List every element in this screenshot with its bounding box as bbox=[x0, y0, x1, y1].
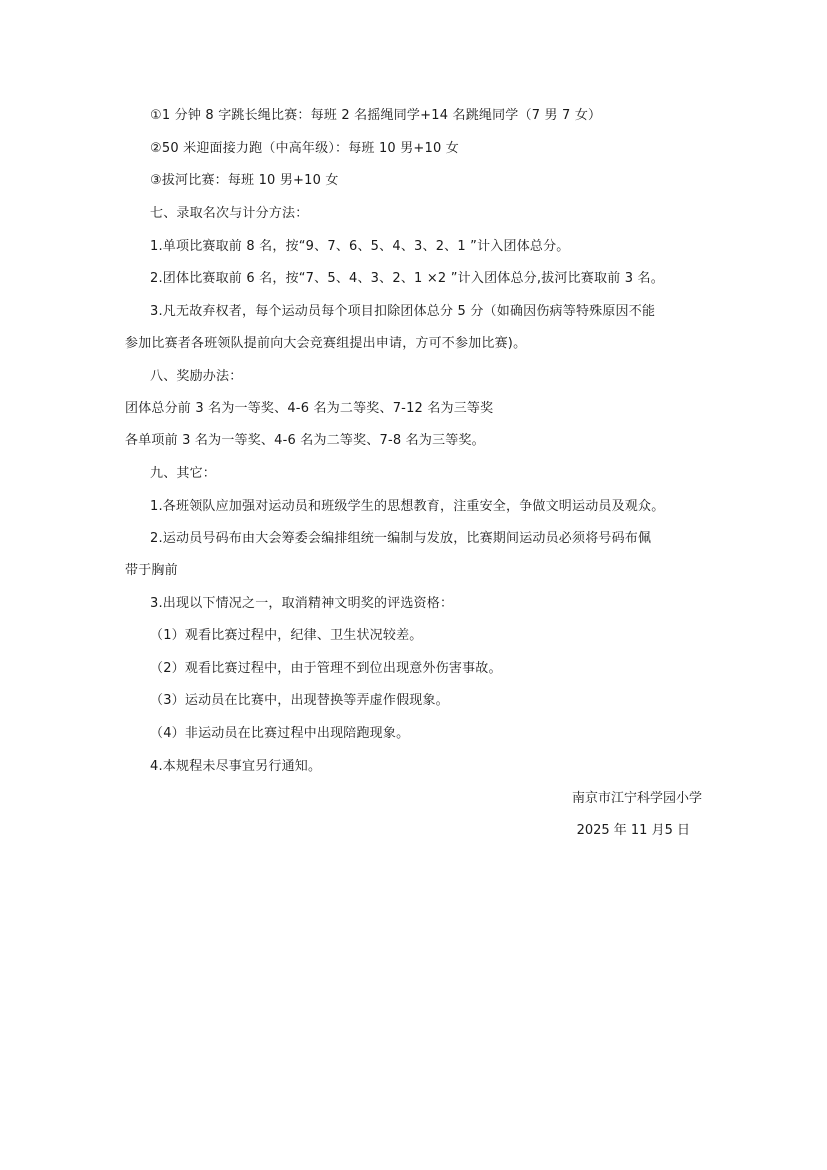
section7-item2: 2.团体比赛取前 6 名，按“7、5、4、3、2、1 ×2 ”计入团体总分,拔河比赛取前 3 名。 bbox=[150, 271, 664, 286]
section7-item3-line1: 3.凡无故弃权者，每个运动员每个项目扣除团体总分 5 分（如确因伤病等特殊原因不能 bbox=[150, 304, 656, 319]
case-item: （2）观看比赛过程中，由于管理不到位出现意外伤害事故。 bbox=[150, 661, 502, 676]
event-tug: ③拔河比赛：每班 10 男+10 女 bbox=[150, 173, 339, 188]
signature-organization: 南京市江宁科学园小学 bbox=[571, 791, 702, 806]
section8-team-awards: 团体总分前 3 名为一等奖、4-6 名为二等奖、7-12 名为三等奖 bbox=[125, 401, 494, 416]
case-item: （4）非运动员在比赛过程中出现陪跑现象。 bbox=[150, 726, 410, 741]
section7-item3-line2: 参加比赛者各班领队提前向大会竞赛组提出申请，方可不参加比赛)。 bbox=[125, 336, 527, 351]
signature-date: 2025 年 11 月5 日 bbox=[576, 823, 690, 838]
event-rope: ①1 分钟 8 字跳长绳比赛：每班 2 名摇绳同学+14 名跳绳同学（7 男 7 女） bbox=[150, 108, 602, 123]
section9-item1: 1.各班领队应加强对运动员和班级学生的思想教育，注重安全，争做文明运动员及观众。 bbox=[150, 499, 665, 514]
section8-single-awards: 各单项前 3 名为一等奖、4-6 名为二等奖、7-8 名为三等奖。 bbox=[125, 433, 485, 448]
section7-heading: 七、录取名次与计分方法： bbox=[150, 206, 309, 221]
section9-item2-line1: 2.运动员号码布由大会筹委会编排组统一编制与发放，比赛期间运动员必须将号码布佩 bbox=[150, 531, 652, 546]
case-item: （1）观看比赛过程中，纪律、卫生状况较差。 bbox=[150, 628, 423, 643]
section9-item3: 3.出现以下情况之一，取消精神文明奖的评选资格： bbox=[150, 596, 454, 611]
section9-item2-line2: 带于胸前 bbox=[125, 563, 178, 578]
section7-item1: 1.单项比赛取前 8 名，按“9、7、6、5、4、3、2、1 ”计入团体总分。 bbox=[150, 239, 570, 254]
section9-heading: 九、其它： bbox=[150, 466, 217, 481]
section9-item4: 4.本规程未尽事宜另行通知。 bbox=[150, 759, 322, 774]
case-item: （3）运动员在比赛中，出现替换等弄虚作假现象。 bbox=[150, 693, 449, 708]
event-relay: ②50 米迎面接力跑（中高年级）：每班 10 男+10 女 bbox=[150, 141, 460, 156]
section8-heading: 八、奖励办法： bbox=[150, 369, 243, 384]
